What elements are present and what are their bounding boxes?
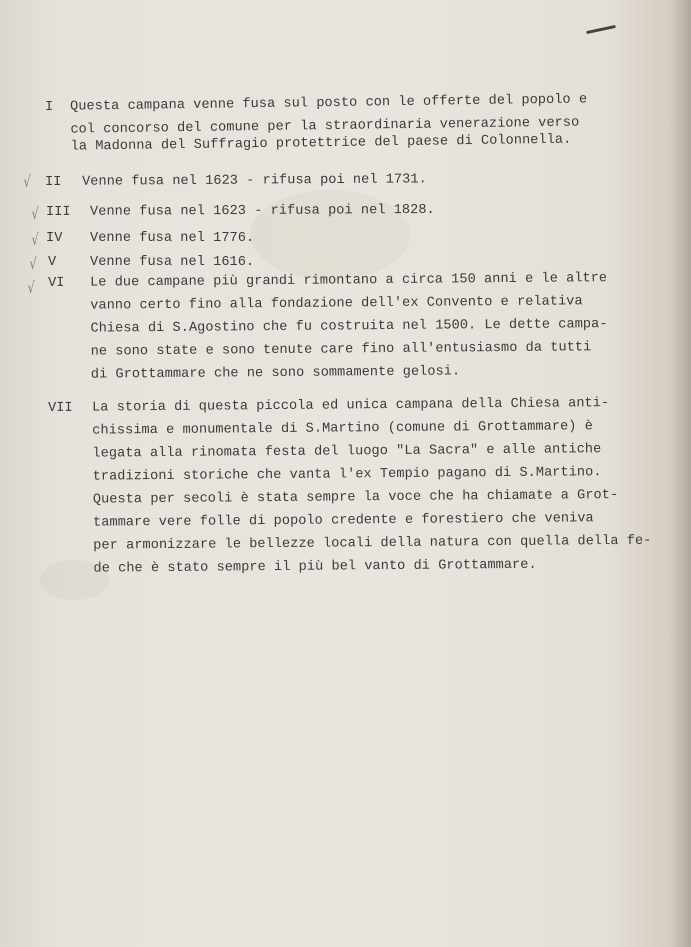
entry-line: Questa per secoli è stata sempre la voce che ha chiamate a Grot- xyxy=(92,488,619,508)
entry-line: per armonizzare le bellezze locali della natura con quella della fe- xyxy=(93,533,652,554)
entry-line: Le due campane più grandi rimontano a circa 150 anni e le altre xyxy=(89,271,608,291)
entry-numeral: I xyxy=(45,99,54,115)
entry-line: de che è stato sempre il più bel vanto di Grottammare. xyxy=(93,557,537,577)
entry-line: Venne fusa nel 1616. xyxy=(90,255,255,270)
entry-line: la Madonna del Suffragio protettrice del paese di Colonnella. xyxy=(70,132,572,155)
entry-numeral: IV xyxy=(46,231,63,246)
page-edge-shadow xyxy=(669,0,691,947)
entry-line: di Grottammare che ne sono sommamente gelosi. xyxy=(90,364,461,383)
entry-line: Chiesa di S.Agostino che fu costruita nel 1500. Le dette campa- xyxy=(90,317,608,337)
entry-line: Venne fusa nel 1623 - rifusa poi nel 1731. xyxy=(81,172,427,190)
entry-line: chissima e monumentale di S.Martino (comune di Grottammare) è xyxy=(92,419,593,439)
entry-numeral: VII xyxy=(48,400,73,416)
entry-line: Venne fusa nel 1623 - rifusa poi nel 1828. xyxy=(89,202,435,220)
margin-check-mark: √ xyxy=(27,278,35,297)
pen-mark xyxy=(586,25,616,34)
entry-line: tradizioni storiche che vanta l'ex Tempio pagano di S.Martino. xyxy=(92,465,602,485)
entry-numeral: V xyxy=(48,255,57,270)
entry-line: La storia di questa piccola ed unica campana della Chiesa anti- xyxy=(91,396,610,416)
entry-numeral: III xyxy=(46,204,71,220)
margin-check-mark: √ xyxy=(23,172,31,191)
entry-numeral: VI xyxy=(48,275,65,291)
margin-check-mark: √ xyxy=(31,204,39,223)
margin-check-mark: √ xyxy=(29,254,37,273)
entry-line: Venne fusa nel 1776. xyxy=(90,231,255,246)
entry-line: ne sono state e sono tenute care fino all'entusiasmo da tutti xyxy=(90,340,592,360)
entry-line: legata alla rinomata festa del luogo "La Sacra" e alle antiche xyxy=(92,442,602,462)
entry-line: Questa campana venne fusa sul posto con le offerte del popolo e xyxy=(69,92,588,115)
entry-line: vanno certo fino alla fondazione dell'ex Convento e relativa xyxy=(90,294,583,314)
margin-check-mark: √ xyxy=(31,230,39,249)
entry-line: col concorso del comune per la straordinaria venerazione verso xyxy=(70,115,580,138)
entry-line: tammare vere folle di popolo credente e forestiero che veniva xyxy=(93,511,594,531)
entry-numeral: II xyxy=(45,174,62,190)
